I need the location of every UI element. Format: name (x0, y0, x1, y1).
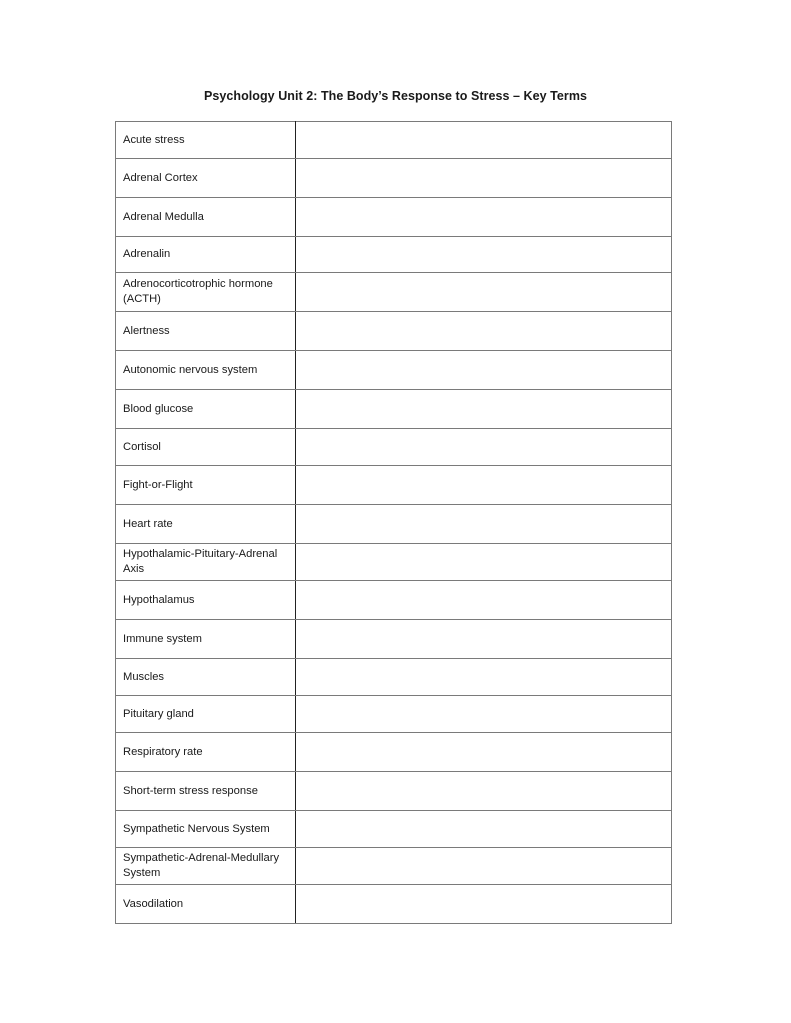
table-row (116, 390, 672, 429)
definition-cell[interactable] (296, 505, 672, 544)
table-row (116, 885, 672, 924)
table-row (116, 811, 672, 848)
definition-cell[interactable] (296, 312, 672, 351)
table-row (116, 581, 672, 620)
key-terms-table (115, 121, 672, 924)
table-row (116, 544, 672, 581)
table-row (116, 620, 672, 659)
term-cell: Autonomic nervous system (116, 351, 296, 390)
term-cell: Adrenal Medulla (116, 198, 296, 237)
table-row (116, 237, 672, 273)
definition-cell[interactable] (296, 122, 672, 159)
term-cell: Sympathetic Nervous System (116, 811, 296, 848)
table-row (116, 505, 672, 544)
term-cell: Hypothalamic-Pituitary-Adrenal Axis (116, 544, 296, 581)
definition-cell[interactable] (296, 581, 672, 620)
term-cell: Adrenalin (116, 237, 296, 273)
term-cell: Heart rate (116, 505, 296, 544)
term-cell: Pituitary gland (116, 696, 296, 733)
definition-cell[interactable] (296, 620, 672, 659)
table-row (116, 733, 672, 772)
term-cell: Hypothalamus (116, 581, 296, 620)
definition-cell[interactable] (296, 237, 672, 273)
definition-cell[interactable] (296, 696, 672, 733)
table-row (116, 696, 672, 733)
definition-cell[interactable] (296, 811, 672, 848)
definition-cell[interactable] (296, 159, 672, 198)
table-row (116, 848, 672, 885)
table-row (116, 351, 672, 390)
table-row (116, 466, 672, 505)
definition-cell[interactable] (296, 772, 672, 811)
definition-cell[interactable] (296, 198, 672, 237)
term-cell: Immune system (116, 620, 296, 659)
page-title: Psychology Unit 2: The Body’s Response to Stress – Key Terms (204, 89, 587, 103)
definition-cell[interactable] (296, 351, 672, 390)
table-row (116, 429, 672, 466)
table-row (116, 159, 672, 198)
term-cell: Acute stress (116, 122, 296, 159)
definition-cell[interactable] (296, 885, 672, 924)
term-cell: Fight-or-Flight (116, 466, 296, 505)
table-row (116, 659, 672, 696)
term-cell: Blood glucose (116, 390, 296, 429)
definition-cell[interactable] (296, 733, 672, 772)
term-cell: Respiratory rate (116, 733, 296, 772)
term-cell: Short-term stress response (116, 772, 296, 811)
definition-cell[interactable] (296, 544, 672, 581)
definition-cell[interactable] (296, 466, 672, 505)
term-cell: Adrenal Cortex (116, 159, 296, 198)
table-row (116, 312, 672, 351)
term-cell: Vasodilation (116, 885, 296, 924)
definition-cell[interactable] (296, 390, 672, 429)
definition-cell[interactable] (296, 273, 672, 312)
term-cell: Adrenocorticotrophic hormone (ACTH) (116, 273, 296, 312)
table-row (116, 772, 672, 811)
term-cell: Sympathetic-Adrenal-Medullary System (116, 848, 296, 885)
table-row (116, 198, 672, 237)
term-cell: Alertness (116, 312, 296, 351)
term-cell: Cortisol (116, 429, 296, 466)
table-row (116, 122, 672, 159)
table-row (116, 273, 672, 312)
definition-cell[interactable] (296, 429, 672, 466)
definition-cell[interactable] (296, 848, 672, 885)
definition-cell[interactable] (296, 659, 672, 696)
term-cell: Muscles (116, 659, 296, 696)
